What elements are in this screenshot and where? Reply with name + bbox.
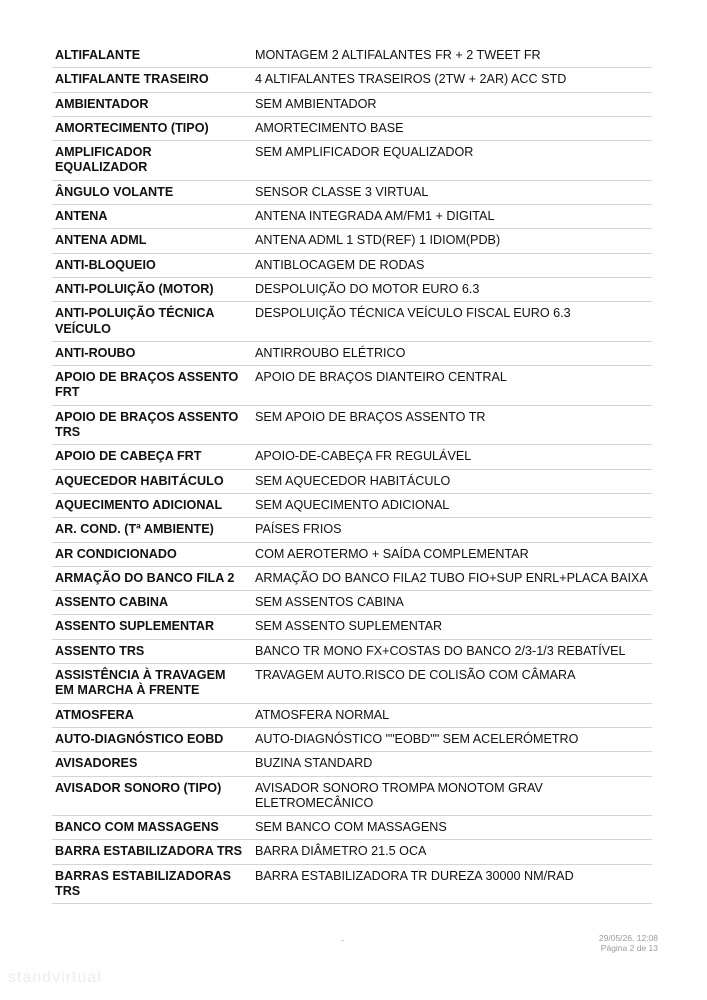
spec-key: ARMAÇÃO DO BANCO FILA 2 bbox=[52, 566, 250, 590]
spec-table bbox=[52, 44, 652, 904]
spec-key: APOIO DE BRAÇOS ASSENTO FRT bbox=[52, 366, 250, 406]
spec-key: ANTENA bbox=[52, 205, 250, 229]
spec-value: SEM BANCO COM MASSAGENS bbox=[250, 816, 652, 840]
spec-value: ANTENA ADML 1 STD(REF) 1 IDIOM(PDB) bbox=[250, 229, 652, 253]
spec-value: 4 ALTIFALANTES TRASEIROS (2TW + 2AR) ACC STD bbox=[250, 68, 652, 92]
spec-value: DESPOLUIÇÃO TÉCNICA VEÍCULO FISCAL EURO 6.3 bbox=[250, 302, 652, 342]
page-footer bbox=[599, 933, 658, 953]
spec-key: ANTENA ADML bbox=[52, 229, 250, 253]
footer-page-number: Página 2 de 13 bbox=[600, 943, 658, 953]
spec-key: ASSENTO TRS bbox=[52, 639, 250, 663]
spec-key: BARRAS ESTABILIZADORAS TRS bbox=[52, 864, 250, 904]
table-row bbox=[52, 840, 652, 864]
table-row bbox=[52, 253, 652, 277]
spec-key: AR CONDICIONADO bbox=[52, 542, 250, 566]
spec-key: ASSISTÊNCIA À TRAVAGEM EM MARCHA À FRENTE bbox=[52, 664, 250, 704]
table-row bbox=[52, 566, 652, 590]
spec-key: AQUECIMENTO ADICIONAL bbox=[52, 493, 250, 517]
spec-value: APOIO-DE-CABEÇA FR REGULÁVEL bbox=[250, 445, 652, 469]
table-row bbox=[52, 776, 652, 816]
spec-key: AMBIENTADOR bbox=[52, 92, 250, 116]
table-row bbox=[52, 229, 652, 253]
table-row bbox=[52, 615, 652, 639]
table-row bbox=[52, 405, 652, 445]
table-row bbox=[52, 816, 652, 840]
spec-key: AR. COND. (Tª AMBIENTE) bbox=[52, 518, 250, 542]
spec-value: PAÍSES FRIOS bbox=[250, 518, 652, 542]
spec-value: ANTIBLOCAGEM DE RODAS bbox=[250, 253, 652, 277]
watermark-logo: standvirtual bbox=[8, 969, 102, 986]
spec-key: ASSENTO CABINA bbox=[52, 591, 250, 615]
table-row bbox=[52, 116, 652, 140]
spec-value: AVISADOR SONORO TROMPA MONOTOM GRAV ELETROMECÂNICO bbox=[250, 776, 652, 816]
spec-value: APOIO DE BRAÇOS DIANTEIRO CENTRAL bbox=[250, 366, 652, 406]
table-row bbox=[52, 864, 652, 904]
table-row bbox=[52, 445, 652, 469]
spec-key: AMPLIFICADOR EQUALIZADOR bbox=[52, 141, 250, 181]
table-row bbox=[52, 727, 652, 751]
spec-key: AUTO-DIAGNÓSTICO EOBD bbox=[52, 727, 250, 751]
spec-value: ANTENA INTEGRADA AM/FM1 + DIGITAL bbox=[250, 205, 652, 229]
spec-value: SENSOR CLASSE 3 VIRTUAL bbox=[250, 180, 652, 204]
spec-key: AVISADORES bbox=[52, 752, 250, 776]
spec-key: APOIO DE BRAÇOS ASSENTO TRS bbox=[52, 405, 250, 445]
table-row bbox=[52, 44, 652, 68]
spec-key: AMORTECIMENTO (TIPO) bbox=[52, 116, 250, 140]
spec-value: MONTAGEM 2 ALTIFALANTES FR + 2 TWEET FR bbox=[250, 44, 652, 68]
table-row bbox=[52, 277, 652, 301]
spec-value: DESPOLUIÇÃO DO MOTOR EURO 6.3 bbox=[250, 277, 652, 301]
table-row bbox=[52, 752, 652, 776]
spec-value: SEM AQUECEDOR HABITÁCULO bbox=[250, 469, 652, 493]
table-row bbox=[52, 518, 652, 542]
spec-key: ANTI-POLUIÇÃO TÉCNICA VEÍCULO bbox=[52, 302, 250, 342]
table-row bbox=[52, 68, 652, 92]
spec-key: ATMOSFERA bbox=[52, 703, 250, 727]
table-row bbox=[52, 703, 652, 727]
spec-key: AVISADOR SONORO (TIPO) bbox=[52, 776, 250, 816]
spec-key: ÂNGULO VOLANTE bbox=[52, 180, 250, 204]
spec-value: AUTO-DIAGNÓSTICO ""EOBD"" SEM ACELERÓMETRO bbox=[250, 727, 652, 751]
table-row bbox=[52, 542, 652, 566]
page-center-mark: - bbox=[341, 935, 344, 945]
table-row bbox=[52, 664, 652, 704]
table-row bbox=[52, 493, 652, 517]
spec-value: TRAVAGEM AUTO.RISCO DE COLISÃO COM CÂMARA bbox=[250, 664, 652, 704]
spec-value: SEM ASSENTOS CABINA bbox=[250, 591, 652, 615]
table-row bbox=[52, 366, 652, 406]
spec-key: ANTI-BLOQUEIO bbox=[52, 253, 250, 277]
spec-key: ALTIFALANTE bbox=[52, 44, 250, 68]
spec-value: SEM APOIO DE BRAÇOS ASSENTO TR bbox=[250, 405, 652, 445]
spec-value: SEM ASSENTO SUPLEMENTAR bbox=[250, 615, 652, 639]
table-row bbox=[52, 341, 652, 365]
spec-key: ALTIFALANTE TRASEIRO bbox=[52, 68, 250, 92]
spec-value: BARRA ESTABILIZADORA TR DUREZA 30000 NM/RAD bbox=[250, 864, 652, 904]
spec-key: ANTI-ROUBO bbox=[52, 341, 250, 365]
spec-key: ASSENTO SUPLEMENTAR bbox=[52, 615, 250, 639]
spec-value: ANTIRROUBO ELÉTRICO bbox=[250, 341, 652, 365]
spec-value: COM AEROTERMO + SAÍDA COMPLEMENTAR bbox=[250, 542, 652, 566]
spec-value: ARMAÇÃO DO BANCO FILA2 TUBO FIO+SUP ENRL+PLACA BAIXA bbox=[250, 566, 652, 590]
spec-value: BARRA DIÂMETRO 21.5 OCA bbox=[250, 840, 652, 864]
table-row bbox=[52, 141, 652, 181]
table-row bbox=[52, 302, 652, 342]
table-row bbox=[52, 639, 652, 663]
table-row bbox=[52, 180, 652, 204]
spec-key: BANCO COM MASSAGENS bbox=[52, 816, 250, 840]
spec-value: BUZINA STANDARD bbox=[250, 752, 652, 776]
footer-timestamp: 29/05/26, 12:08 bbox=[598, 933, 658, 943]
spec-value: AMORTECIMENTO BASE bbox=[250, 116, 652, 140]
spec-table-body bbox=[52, 44, 652, 904]
spec-key: AQUECEDOR HABITÁCULO bbox=[52, 469, 250, 493]
spec-key: APOIO DE CABEÇA FRT bbox=[52, 445, 250, 469]
spec-value: ATMOSFERA NORMAL bbox=[250, 703, 652, 727]
table-row bbox=[52, 205, 652, 229]
table-row bbox=[52, 92, 652, 116]
table-row bbox=[52, 591, 652, 615]
table-row bbox=[52, 469, 652, 493]
spec-value: BANCO TR MONO FX+COSTAS DO BANCO 2/3-1/3 REBATÍVEL bbox=[250, 639, 652, 663]
spec-value: SEM AMPLIFICADOR EQUALIZADOR bbox=[250, 141, 652, 181]
spec-value: SEM AMBIENTADOR bbox=[250, 92, 652, 116]
spec-value: SEM AQUECIMENTO ADICIONAL bbox=[250, 493, 652, 517]
spec-key: ANTI-POLUIÇÃO (MOTOR) bbox=[52, 277, 250, 301]
spec-key: BARRA ESTABILIZADORA TRS bbox=[52, 840, 250, 864]
